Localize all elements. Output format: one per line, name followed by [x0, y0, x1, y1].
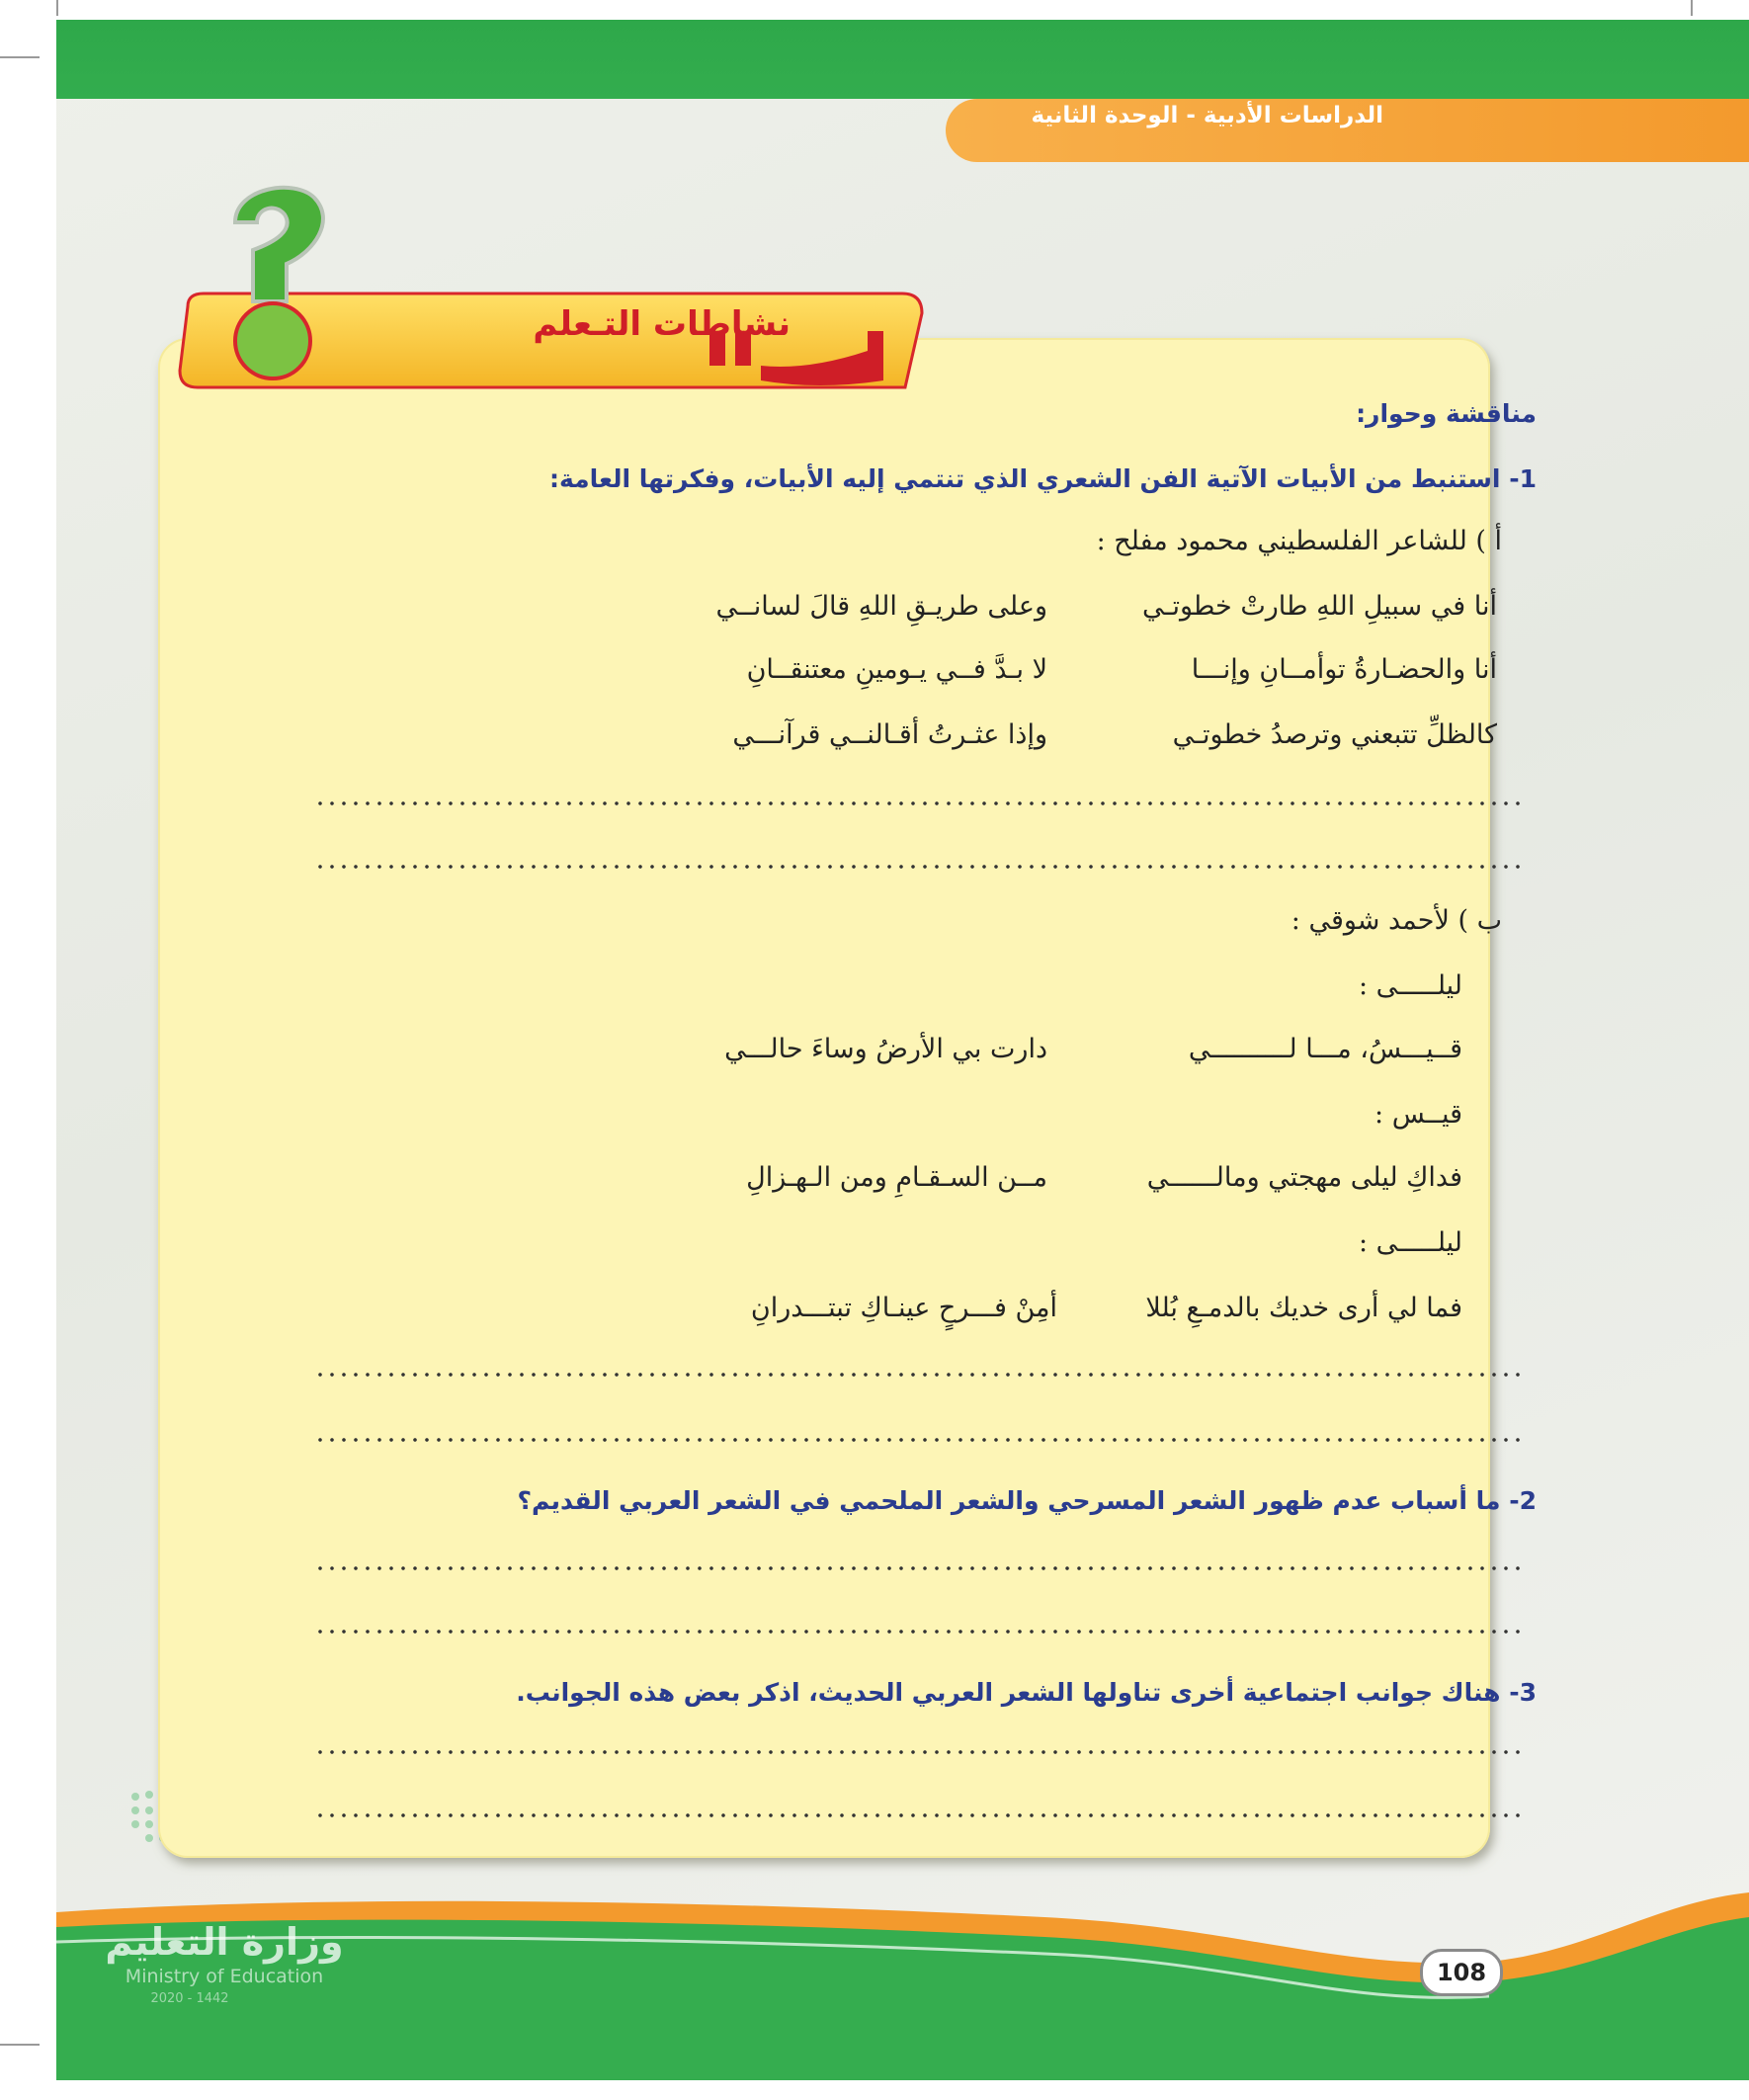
question-1: 1- استنبط من الأبيات الآتية الفن الشعري الذي تنتمي إليه الأبيات، وفكرتها العامة:: [548, 464, 1537, 493]
answer-line[interactable]: [314, 800, 1526, 806]
section-heading: مناقشة وحوار:: [1356, 399, 1537, 428]
part-b-intro: ب ) لأحمد شوقي :: [1291, 905, 1502, 936]
answer-line[interactable]: [314, 1372, 1526, 1378]
verse-right: أنا والحضـارةُ توأمــانِ وإنـــا: [1191, 654, 1497, 685]
answer-line[interactable]: [314, 1437, 1526, 1443]
answer-line[interactable]: [314, 1565, 1526, 1571]
answer-line[interactable]: [314, 1749, 1526, 1755]
answer-line[interactable]: [314, 864, 1526, 870]
unit-title: الدراسات الأدبية - الوحدة الثانية: [1031, 103, 1383, 128]
crop-mark: [1691, 0, 1693, 16]
verse-right: أنا في سبيلِ اللهِ طارتْ خطوتـي: [1142, 591, 1497, 622]
crop-mark: [56, 0, 58, 16]
speaker-label: ليلـــــى :: [1358, 1227, 1462, 1258]
banner-title: نشاطات التـعلم: [533, 304, 791, 344]
verse-right: فما لي أرى خديك بالدمـعِ بُللا: [1145, 1293, 1462, 1323]
speaker-label: ليلـــــى :: [1358, 970, 1462, 1001]
verse-left: أمِنْ فـــرحٍ عينـاكِ تبتـــدرانِ: [750, 1293, 1057, 1323]
verse-left: لا بـدَّ فــي يـومينِ معتنقــانِ: [746, 654, 1047, 685]
top-green-band: [56, 20, 1749, 99]
speaker-label: قيــس :: [1374, 1099, 1462, 1130]
page-number: 108: [1420, 1949, 1503, 1996]
crop-mark: [0, 56, 40, 58]
ministry-name-ar: وزارة التعليم: [105, 1920, 344, 1964]
ministry-year: 2020 - 1442: [150, 1991, 229, 2006]
part-a-intro: أ ) للشاعر الفلسطيني محمود مفلح :: [1096, 526, 1502, 556]
crop-mark: [0, 2044, 40, 2046]
verse-left: وعلى طريـقِ اللهِ قالَ لسانــي: [715, 591, 1047, 622]
activities-banner: [176, 183, 927, 400]
verse-right: فداكِ ليلى مهجتي ومالــــــي: [1146, 1162, 1462, 1193]
question-3: 3- هناك جوانب اجتماعية أخرى تناولها الشعر العربي الحديث، اذكر بعض هذه الجوانب.: [516, 1678, 1537, 1707]
answer-line[interactable]: [314, 1812, 1526, 1818]
question-mark-icon: [235, 188, 323, 378]
verse-left: وإذا عثـرتُ أقـالنــي قرآنـــي: [732, 719, 1047, 750]
answer-line[interactable]: [314, 1629, 1526, 1635]
verse-left: دارت بي الأرضُ وساءَ حالـــي: [724, 1034, 1047, 1064]
question-2: 2- ما أسباب عدم ظهور الشعر المسرحي والشعر الملحمي في الشعر العربي القديم؟: [517, 1486, 1537, 1515]
ministry-name-en: Ministry of Education: [125, 1966, 324, 1987]
verse-right: قــيـــسُ، مـــا لــــــــــي: [1188, 1034, 1462, 1064]
verse-left: مــن السـقـامِ ومن الـهـزالِ: [746, 1162, 1047, 1193]
verse-right: كالظلِّ تتبعني وترصدُ خطوتـي: [1172, 719, 1497, 750]
